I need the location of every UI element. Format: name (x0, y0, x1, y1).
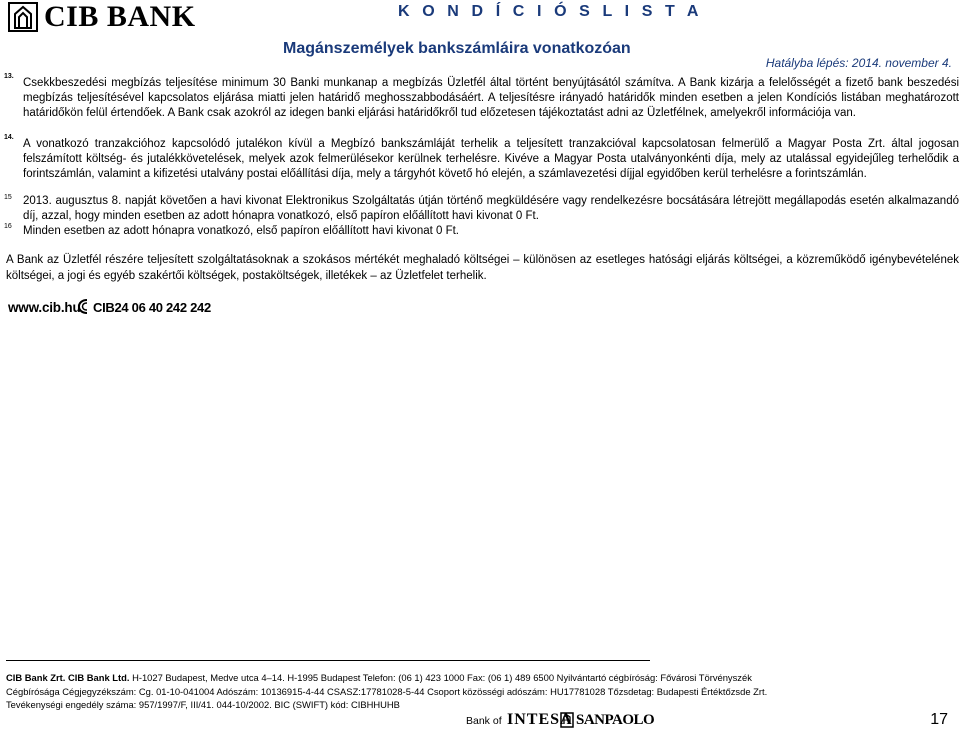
note-number: 16 (4, 223, 12, 230)
note-text: A vonatkozó tranzakcióhoz kapcsolódó jutalékon kívül a Megbízó bankszámláját terhelik a teljesített tranzakcióval kapcsolatosan felmerülő a Magyar Posta Zrt. által jogosan felszámított költség- és jutalékkövetelések, melyek azok felmerülésekor kerülnek terhelésre. Kivéve a Magyar Posta utalványonkénti díja, mely az utalással egyidejűleg terhelődik a forintszámlán, valamint a kifizetési utalvány postai előállítási díja, mely a tárgyhót követő hó elején, a számlavezetési díjjal egyidőben kerül terhelésre a forintszámlán. (23, 138, 959, 180)
company-name-en: CIB Bank Ltd. (68, 672, 130, 683)
document-title: K O N D Í C I Ó S L I S T A (398, 3, 703, 20)
company-address: H-1027 Budapest, Medve utca 4–14. H-1995 Budapest Telefon: (06 1) 423 1000 Fax: (06 1) 489 6500 Nyilvántartó cégbíróság: Fővárosi Törvényszék (132, 672, 752, 683)
note-number: 15 (4, 194, 12, 201)
note-number: 14. (4, 134, 14, 141)
footer-company-line (6, 672, 752, 684)
footer-license-line: Tevékenységi engedély száma: 957/1997/F, III/41. 044-10/2002. BIC (SWIFT) kód: CIBHHUHB (6, 699, 400, 710)
phone-icon (78, 299, 91, 314)
website-link[interactable]: www.cib.hu (8, 300, 81, 315)
note-text: 2013. augusztus 8. napját követően a havi kivonat Elektronikus Szolgáltatás útján történő megküldésére vagy rendelkezésre bocsátására létrejött megállapodás esetén alkalmazandó díj, azzal, hogy minden esetben az adott hónapra vonatkozó, első papíron előállított havi kivonat 0 Ft. (23, 195, 959, 222)
sanpaolo-logo-text: SANPAOLO (576, 712, 655, 728)
effective-date: Hatályba lépés: 2014. november 4. (765, 56, 952, 70)
cib-bank-logo (8, 2, 218, 32)
company-name-hu: CIB Bank Zrt. (6, 672, 66, 683)
intesa-sanpaolo-mark-icon (560, 712, 574, 728)
cib-logo-mark-icon (8, 2, 38, 32)
bank-of-label: Bank of (466, 715, 502, 727)
note-text: Minden esetben az adott hónapra vonatkozó, első papíron előállított havi kivonat 0 Ft. (23, 225, 460, 237)
contact-line (8, 298, 211, 320)
note-text: Csekkbeszedési megbízás teljesítése minimum 30 Banki munkanap a megbízás Üzletfél által történt benyújtásától számítva. A Bank kizárja a felelősségét a fizető bank beszedési megbízás teljesítésével kapcsolatos eljárása miatti jelen határidő meghosszabbodásáért. A teljesítésre irányadó határidők minden esetben a jelen Kondíciós listában meghatározott határidőkön felül értendőek. A Bank csak azokról az idegen banki eljárási határidőkről tud előzetesen tájékoztatást adni az Üzletfélnek, amelyekről információja van. (23, 77, 959, 119)
logo-text: CIB BANK (44, 0, 196, 33)
phone-number: CIB24 06 40 242 242 (93, 300, 211, 315)
page-number: 17 (930, 711, 948, 728)
cost-paragraph: A Bank az Üzletfél részére teljesített szolgáltatásoknak a szokásos mértékét meghaladó költségei – különösen az esetleges hatósági eljárás költségei, a közreműködő igénybevételének költségei, a jogi és egyéb szakértői költségek, postaköltségek, illetékek – az Üzletfelet terhelik. (6, 254, 959, 282)
intesa-logo-text: INTESA (507, 711, 573, 728)
footer-divider (6, 660, 650, 661)
document-subtitle: Magánszemélyek bankszámláira vonatkozóan (283, 40, 631, 57)
footer-registry-line: Cégbírósága Cégjegyzékszám: Cg. 01-10-041004 Adószám: 10136915-4-44 CSASZ:17781028-5-44 Csoport közösségi adószám: HU17781028 Tőzsdetag: Budapesti Értéktőzsde Zrt. (6, 686, 768, 697)
note-number: 13. (4, 73, 14, 80)
